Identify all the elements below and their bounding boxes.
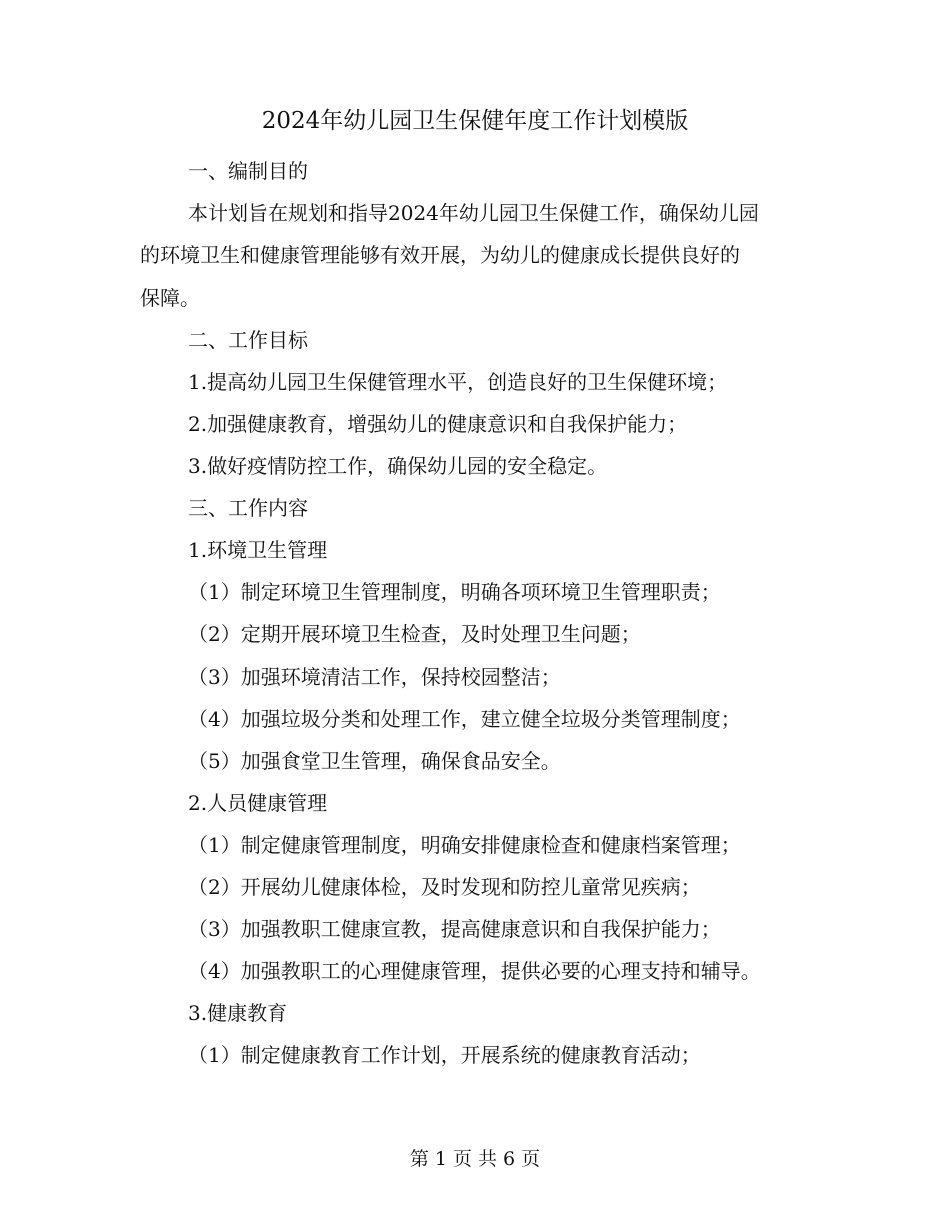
list-item: （4）加强垃圾分类和处理工作，建立健全垃圾分类管理制度； [188, 707, 741, 731]
list-item: （3）加强教职工健康宣教，提高健康意识和自我保护能力； [188, 917, 721, 941]
document-title: 2024年幼儿园卫生保健年度工作计划模版 [261, 108, 689, 134]
section-heading: 二、工作目标 [188, 328, 308, 352]
subsection-heading: 3.健康教育 [188, 1001, 288, 1025]
section-heading: 一、编制目的 [188, 159, 308, 183]
subsection-heading: 1.环境卫生管理 [188, 538, 328, 562]
list-item: （2）开展幼儿健康体检，及时发现和防控儿童常见疾病； [188, 875, 701, 899]
paragraph-line: 的环境卫生和健康管理能够有效开展，为幼儿的健康成长提供良好的 [140, 243, 740, 267]
list-item: （3）加强环境清洁工作，保持校园整洁； [188, 665, 561, 689]
list-item: （1）制定健康教育工作计划，开展系统的健康教育活动； [188, 1043, 701, 1067]
list-item: （2）定期开展环境卫生检查，及时处理卫生问题； [188, 622, 641, 646]
list-item: （4）加强教职工的心理健康管理，提供必要的心理支持和辅导。 [188, 959, 761, 983]
list-item: （1）制定环境卫生管理制度，明确各项环境卫生管理职责； [188, 580, 721, 604]
section-heading: 三、工作内容 [188, 496, 308, 520]
paragraph-line: 保障。 [140, 286, 200, 310]
paragraph-line: 本计划旨在规划和指导2024年幼儿园卫生保健工作，确保幼儿园 [188, 201, 759, 225]
list-item: （1）制定健康管理制度，明确安排健康检查和健康档案管理； [188, 833, 741, 857]
subsection-heading: 2.人员健康管理 [188, 791, 328, 815]
list-item: 1.提高幼儿园卫生保健管理水平，创造良好的卫生保健环境； [188, 370, 728, 394]
list-item: 3.做好疫情防控工作，确保幼儿园的安全稳定。 [188, 454, 608, 478]
list-item: 2.加强健康教育，增强幼儿的健康意识和自我保护能力； [188, 412, 688, 436]
list-item: （5）加强食堂卫生管理，确保食品安全。 [188, 749, 561, 773]
page-indicator: 第 1 页 共 6 页 [409, 1148, 541, 1170]
